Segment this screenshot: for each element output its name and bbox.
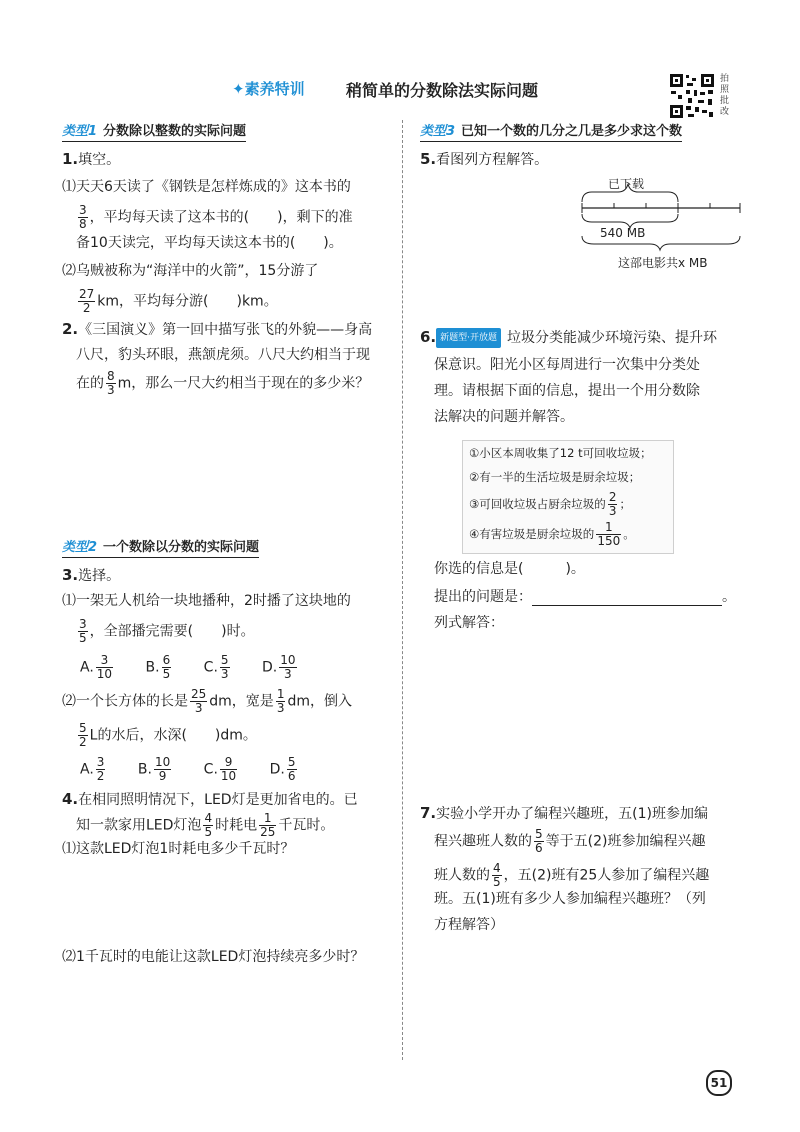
q4-part1: ⑴这款LED灯泡1时耗电多少千瓦时？ <box>62 841 295 857</box>
diagram-label-total: 这部电影共x MB <box>618 256 708 270</box>
q3-stem: 3.选择。 <box>62 566 121 584</box>
type2-title: 一个数除以分数的实际问题 <box>103 540 260 555</box>
q1-number: 1. <box>62 150 79 168</box>
fraction: $\frac{1}{150}$ <box>597 520 621 548</box>
fraction: $\frac{8}{3}$ <box>107 369 115 397</box>
type3-number: 类型3 <box>420 124 456 139</box>
q4-line2: 知一款家用LED灯泡 $\frac{4}{5}$ 时耗电 $\frac{1}{25}$ 千瓦时。 <box>76 811 335 839</box>
q6-line2: 保意识。阳光小区每周进行一次集中分类处 <box>434 357 700 373</box>
q1-part2-line2[interactable]: $\frac{27}{2}$ km，平均每分游( )km。 <box>79 287 278 315</box>
q7-number: 7. <box>420 804 437 822</box>
q1-stem <box>62 150 120 169</box>
q7-line4: 班。五(1)班有多少人参加编程兴趣班？（列 <box>434 891 706 907</box>
type1-number: 类型1 <box>62 124 98 139</box>
info-item-1[interactable]: ①小区本周收集了12 t可回收垃圾； <box>469 446 652 460</box>
q3-part1-options <box>80 654 325 681</box>
q3-part2-line1: ⑵一个长方体的长是 $\frac{25}{3}$ dm，宽是 $\frac{1}{3}$ dm，倒入 <box>62 687 352 715</box>
fraction: $\frac{1}{3}$ <box>276 687 285 715</box>
q6-number: 6. <box>420 328 437 346</box>
option-d[interactable]: D. $\frac{5}{6}$ <box>269 755 296 783</box>
new-question-badge: 新题型·开放题 <box>436 328 501 348</box>
type2-heading <box>62 536 259 558</box>
q5-number: 5. <box>420 150 437 168</box>
type1-heading <box>62 120 246 142</box>
fraction: $\frac{2}{3}$ <box>608 490 617 518</box>
q4-number: 4. <box>62 790 79 808</box>
qr-code-icon[interactable] <box>668 72 716 120</box>
q7-line2: 程兴趣班人数的 $\frac{5}{6}$ 等于五(2)班参加编程兴趣 <box>434 827 706 855</box>
q7-line3: 班人数的 $\frac{4}{5}$ ，五(2)班有25人参加了编程兴趣 <box>434 861 710 889</box>
option-c[interactable]: C. $\frac{5}{3}$ <box>203 653 229 681</box>
sparkle-icon: ✦ <box>232 80 245 98</box>
q7-line5: 方程解答） <box>434 917 504 933</box>
q6-line1: 6. 新题型·开放题 垃圾分类能减少环境污染、提升环 <box>420 328 718 346</box>
q1-part1-line3[interactable]: 备10天读完，平均每天读这本书的( )。 <box>76 235 343 251</box>
qr-side-text: 拍照批改 <box>720 74 730 117</box>
q1-part2-line1: ⑵乌贼被称为“海洋中的火箭”，15分游了 <box>62 263 319 279</box>
info-item-3[interactable]: ③可回收垃圾占厨余垃圾的 $\frac{2}{3}$ ； <box>469 490 631 518</box>
option-d[interactable]: D. $\frac{10}{3}$ <box>262 653 296 681</box>
fraction: $\frac{25}{3}$ <box>191 687 207 715</box>
fraction: $\frac{4}{5}$ <box>204 811 213 839</box>
q6-solve-label: 列式解答： <box>434 615 504 631</box>
q3-number: 3. <box>62 566 79 584</box>
q2-line3: 在的 $\frac{8}{3}$ m，那么一尺大约相当于现在的多少米？ <box>76 369 370 397</box>
type3-heading <box>420 120 682 142</box>
q2-line1: 2.《三国演义》第一回中描写张飞的外貌——身高 <box>62 320 373 338</box>
q6-line4: 法解决的问题并解答。 <box>434 409 574 425</box>
fraction: $\frac{3}{8}$ <box>79 203 87 231</box>
fraction: $\frac{27}{2}$ <box>79 287 95 315</box>
fraction: $\frac{4}{5}$ <box>493 861 501 889</box>
type1-title: 分数除以整数的实际问题 <box>103 124 247 139</box>
fraction: $\frac{3}{5}$ <box>79 617 87 645</box>
section-tag <box>232 78 305 99</box>
q3-part2-line2[interactable]: $\frac{5}{2}$ L的水后，水深( )dm。 <box>79 721 257 749</box>
q7-line1: 7.实验小学开办了编程兴趣班，五(1)班参加编 <box>420 804 708 822</box>
info-item-4[interactable]: ④有害垃圾是厨余垃圾的 $\frac{1}{150}$ 。 <box>469 520 635 548</box>
option-a[interactable]: A. $\frac{3}{10}$ <box>80 653 113 681</box>
option-b[interactable]: B. $\frac{10}{9}$ <box>137 755 171 783</box>
q1-text: 填空。 <box>78 152 121 168</box>
q3-part1-line2[interactable]: $\frac{3}{5}$ ，全部播完需要( )时。 <box>79 617 255 645</box>
q5-stem: 5.看图列方程解答。 <box>420 150 549 168</box>
q1-part1-line1: ⑴天天6天读了《钢铁是怎样炼成的》这本书的 <box>62 179 351 195</box>
q3-part2-options <box>80 756 325 783</box>
option-c[interactable]: C. $\frac{9}{10}$ <box>203 755 237 783</box>
type3-title: 已知一个数的几分之几是多少求这个数 <box>461 124 683 139</box>
page-title: 稍简单的分数除法实际问题 <box>346 81 539 100</box>
q2-number: 2. <box>62 320 79 338</box>
section-tag-text: 素养特训 <box>244 80 305 98</box>
diagram-label-540mb: 540 MB <box>600 226 646 240</box>
q6-chosen-info[interactable]: 你选的信息是( )。 <box>434 561 585 577</box>
fraction: $\frac{5}{2}$ <box>79 721 87 749</box>
option-b[interactable]: B. $\frac{6}{5}$ <box>145 653 171 681</box>
answer-blank-line[interactable] <box>532 591 722 606</box>
q6-line3: 理。请根据下面的信息，提出一个用分数除 <box>434 383 700 399</box>
q4-line1: 4.在相同照明情况下，LED灯是更加省电的。已 <box>62 790 358 808</box>
option-a[interactable]: A. $\frac{3}{2}$ <box>80 755 105 783</box>
info-item-2[interactable]: ②有一半的生活垃圾是厨余垃圾； <box>469 470 641 484</box>
fraction: $\frac{5}{6}$ <box>535 827 543 855</box>
type2-number: 类型2 <box>62 540 98 555</box>
q3-part1-line1: ⑴一架无人机给一块地播种，2时播了这块地的 <box>62 593 351 609</box>
column-divider <box>402 120 403 1060</box>
q4-part2: ⑵1千瓦时的电能让这款LED灯泡持续亮多少时？ <box>62 949 365 965</box>
fraction: $\frac{1}{25}$ <box>260 811 276 839</box>
diagram-label-downloaded: 已下载 <box>608 177 645 191</box>
page-number: 51 <box>706 1070 732 1096</box>
info-box <box>462 440 674 554</box>
q6-question-line: 提出的问题是： 。 <box>434 589 736 605</box>
q2-line2: 八尺，豹头环眼，燕颔虎须。八尺大约相当于现 <box>76 347 370 363</box>
q1-part1-line2: $\frac{3}{8}$ ，平均每天读了这本书的( )，剩下的准 <box>79 203 353 231</box>
